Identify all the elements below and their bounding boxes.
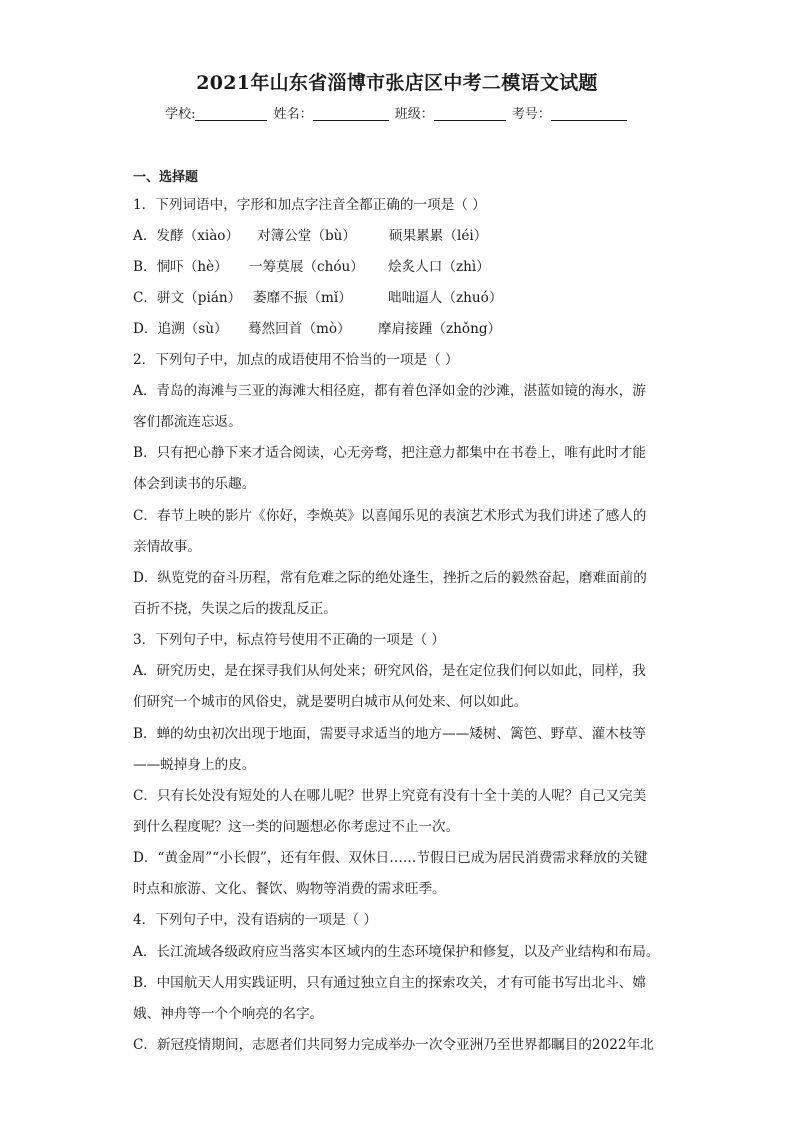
option-d-word-3: 摩肩接踵（zhǒng） bbox=[378, 321, 502, 337]
option-c-word-3: 咄咄逼人（zhuó） bbox=[388, 290, 503, 306]
exam-title: 2021年山东省淄博市张店区中考二模语文试题 bbox=[196, 72, 598, 94]
question-1-option-d bbox=[133, 317, 501, 337]
name-blank[interactable] bbox=[313, 106, 389, 121]
option-b-word-3: 烩炙人口（zhì） bbox=[388, 259, 490, 275]
option-a-word-1: A．发酵（xiào） bbox=[133, 228, 240, 244]
question-3-line: 时点和旅游、文化、餐饮、购物等消费的需求旺季。 bbox=[133, 881, 446, 897]
question-1-stem: 1．下列词语中，字形和加点字注音全都正确的一项是（ ） bbox=[133, 197, 486, 213]
question-4-line: 娥、神舟等一个个响亮的名字。 bbox=[133, 1006, 324, 1022]
question-1-option-c bbox=[133, 286, 502, 306]
name-label: 姓名： bbox=[273, 107, 313, 122]
question-3-line: B．蝉的幼虫初次出现于地面，需要寻求适当的地方——矮树、篱笆、野草、灌木枝等 bbox=[133, 726, 646, 742]
school-blank[interactable] bbox=[195, 106, 267, 121]
question-2-line: B．只有把心静下来才适合阅读，心无旁骛，把注意力都集中在书卷上，唯有此时才能 bbox=[133, 445, 646, 461]
section-title: 一、选择题 bbox=[133, 170, 199, 185]
question-2-line: 百折不挠，失误之后的拨乱反正。 bbox=[133, 601, 337, 617]
question-3-line: D．“黄金周”“小长假”，还有年假、双休日……节假日已成为居民消费需求释放的关键 bbox=[133, 850, 648, 866]
question-3-line: A．研究历史，是在探寻我们从何处来；研究风俗，是在定位我们何以如此，同样，我 bbox=[133, 663, 646, 679]
question-1-option-a bbox=[133, 224, 487, 244]
school-label: 学校: bbox=[165, 107, 196, 122]
student-info-line bbox=[0, 103, 794, 122]
exam-number-blank[interactable] bbox=[551, 106, 627, 121]
question-3-stem: 3．下列句子中，标点符号使用不正确的一项是（ ） bbox=[133, 632, 446, 648]
class-blank[interactable] bbox=[434, 106, 506, 121]
class-label: 班级： bbox=[394, 107, 434, 122]
question-1-option-b bbox=[133, 255, 490, 275]
question-4-stem: 4．下列句子中，没有语病的一项是（ ） bbox=[133, 912, 378, 928]
question-4-line: B．中国航天人用实践证明，只有通过独立自主的探索攻关，才有可能书写出北斗、嫦 bbox=[133, 975, 646, 991]
question-4-line: A．长江流域各级政府应当落实本区域内的生态环境保护和修复，以及产业结构和布局。 bbox=[133, 944, 660, 960]
option-c-word-1: C．骈文（pián） bbox=[133, 290, 242, 306]
option-d-word-1: D．追溯（sù） bbox=[133, 321, 228, 337]
question-2-line: D．纵览党的奋斗历程，常有危难之际的绝处逢生，挫折之后的毅然奋起，磨难面前的 bbox=[133, 570, 647, 586]
option-d-word-2: 蓦然回首（mò） bbox=[248, 321, 351, 337]
question-2-stem: 2．下列句子中，加点的成语使用不恰当的一项是（ ） bbox=[133, 352, 459, 368]
option-a-word-2: 对簿公堂（bù） bbox=[257, 228, 357, 244]
option-c-word-2: 萎靡不振（mǐ） bbox=[253, 290, 352, 306]
question-2-line: C．春节上映的影片《你好，李焕英》以喜闻乐见的表演艺术形式为我们讲述了感人的 bbox=[133, 508, 647, 524]
option-b-word-1: B．恫吓（hè） bbox=[133, 259, 228, 275]
question-2-line: A．青岛的海滩与三亚的海滩大相径庭，都有着色泽如金的沙滩，湛蓝如镜的海水，游 bbox=[133, 383, 646, 399]
question-2-line: 体会到读书的乐趣。 bbox=[133, 476, 256, 492]
option-a-word-3: 硕果累累（léi） bbox=[389, 228, 488, 244]
option-b-word-2: 一筹莫展（chóu） bbox=[249, 259, 364, 275]
question-3-line: 们研究一个城市的风俗史，就是要明白城市从何处来、何以如此。 bbox=[133, 694, 528, 710]
question-4-line: C．新冠疫情期间，志愿者们共同努力完成举办一次令亚洲乃至世界都瞩目的2022年北 bbox=[133, 1037, 654, 1053]
question-2-line: 亲情故事。 bbox=[133, 539, 201, 555]
question-3-line: 到什么程度呢？这一类的问题想必你考虑过不止一次。 bbox=[133, 819, 460, 835]
question-3-line: ——蜕掉身上的皮。 bbox=[133, 757, 256, 773]
question-3-line: C．只有长处没有短处的人在哪儿呢？世界上究竟有没有十全十美的人呢？自己又完美 bbox=[133, 788, 647, 804]
question-2-line: 客们都流连忘返。 bbox=[133, 414, 242, 430]
exam-number-label: 考号： bbox=[511, 107, 551, 122]
